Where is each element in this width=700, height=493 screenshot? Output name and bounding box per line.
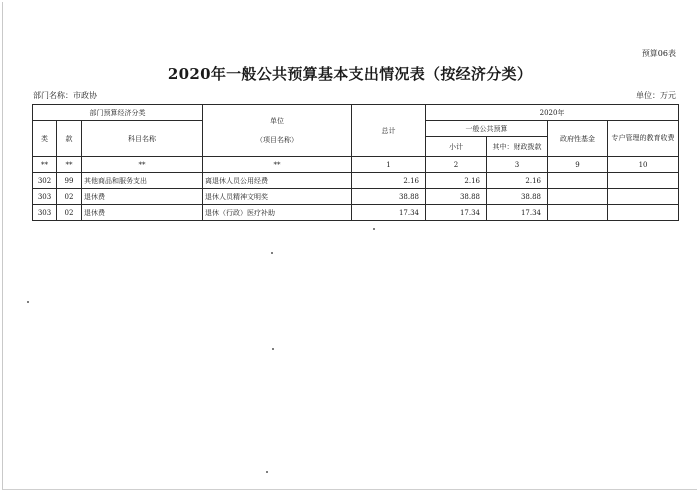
kuan-cell: 99 [57,173,82,189]
general-budget-header: 一般公共预算 [426,121,548,137]
budget-table [32,104,679,221]
table-row [33,173,679,189]
fiscal-cell: 38.88 [487,189,548,205]
page-title: 2020年一般公共预算基本支出情况表（按经济分类） [167,65,533,83]
edu-fee-cell [608,173,679,189]
code-cell: 1 [352,157,426,173]
scan-speck [272,348,274,350]
table-row [33,189,679,205]
unit-cell: 退休（行政）医疗补助 [203,205,352,221]
scan-speck [27,301,29,303]
unit-column-header [203,105,352,157]
total-cell: 2.16 [352,173,426,189]
subtotal-cell: 38.88 [426,189,487,205]
form-number: 预算06表 [641,49,676,58]
edu-fee-header: 专户管理的教育收费 [608,121,679,157]
scan-speck [271,252,273,254]
subject-cell: 退休费 [82,205,203,221]
unit-cell: 离退休人员公用经费 [203,173,352,189]
header-row-1 [33,105,679,121]
total-header: 总计 [352,105,426,157]
total-cell: 17.34 [352,205,426,221]
gov-fund-cell [548,173,608,189]
lei-cell: 302 [33,173,57,189]
edu-fee-cell [608,189,679,205]
project-name-label: （项目名称） [256,135,299,144]
subtotal-cell: 2.16 [426,173,487,189]
subject-cell: 其他商品和服务支出 [82,173,203,189]
code-cell: 10 [608,157,679,173]
code-row [33,157,679,173]
unit-header-label: 单位 [270,116,285,125]
unit-label: 单位：万元 [636,91,676,100]
fiscal-cell: 2.16 [487,173,548,189]
department-label: 部门名称：市政协 [33,91,97,100]
lei-cell: 303 [33,205,57,221]
scan-speck [373,228,375,230]
kuan-header: 款 [57,121,82,157]
econ-class-header: 部门预算经济分类 [33,105,203,121]
subtotal-header: 小计 [426,137,487,157]
code-cell: 3 [487,157,548,173]
lei-cell: 303 [33,189,57,205]
lei-header: 类 [33,121,57,157]
kuan-cell: 02 [57,205,82,221]
edu-fee-cell [608,205,679,221]
scan-speck [266,471,268,473]
kuan-cell: 02 [57,189,82,205]
code-cell: ** [82,157,203,173]
total-cell: 38.88 [352,189,426,205]
code-cell: ** [57,157,82,173]
code-cell: ** [33,157,57,173]
subject-name-header: 科目名称 [82,121,203,157]
unit-cell: 退休人员精神文明奖 [203,189,352,205]
gov-fund-cell [548,189,608,205]
subtotal-cell: 17.34 [426,205,487,221]
code-cell: 9 [548,157,608,173]
gov-fund-cell [548,205,608,221]
code-cell: 2 [426,157,487,173]
table-row [33,205,679,221]
gov-fund-header: 政府性基金 [548,121,608,157]
year-header: 2020年 [426,105,679,121]
fiscal-cell: 17.34 [487,205,548,221]
fiscal-allocation-header: 其中：财政拨款 [487,137,548,157]
subject-cell: 退休费 [82,189,203,205]
code-cell: ** [203,157,352,173]
